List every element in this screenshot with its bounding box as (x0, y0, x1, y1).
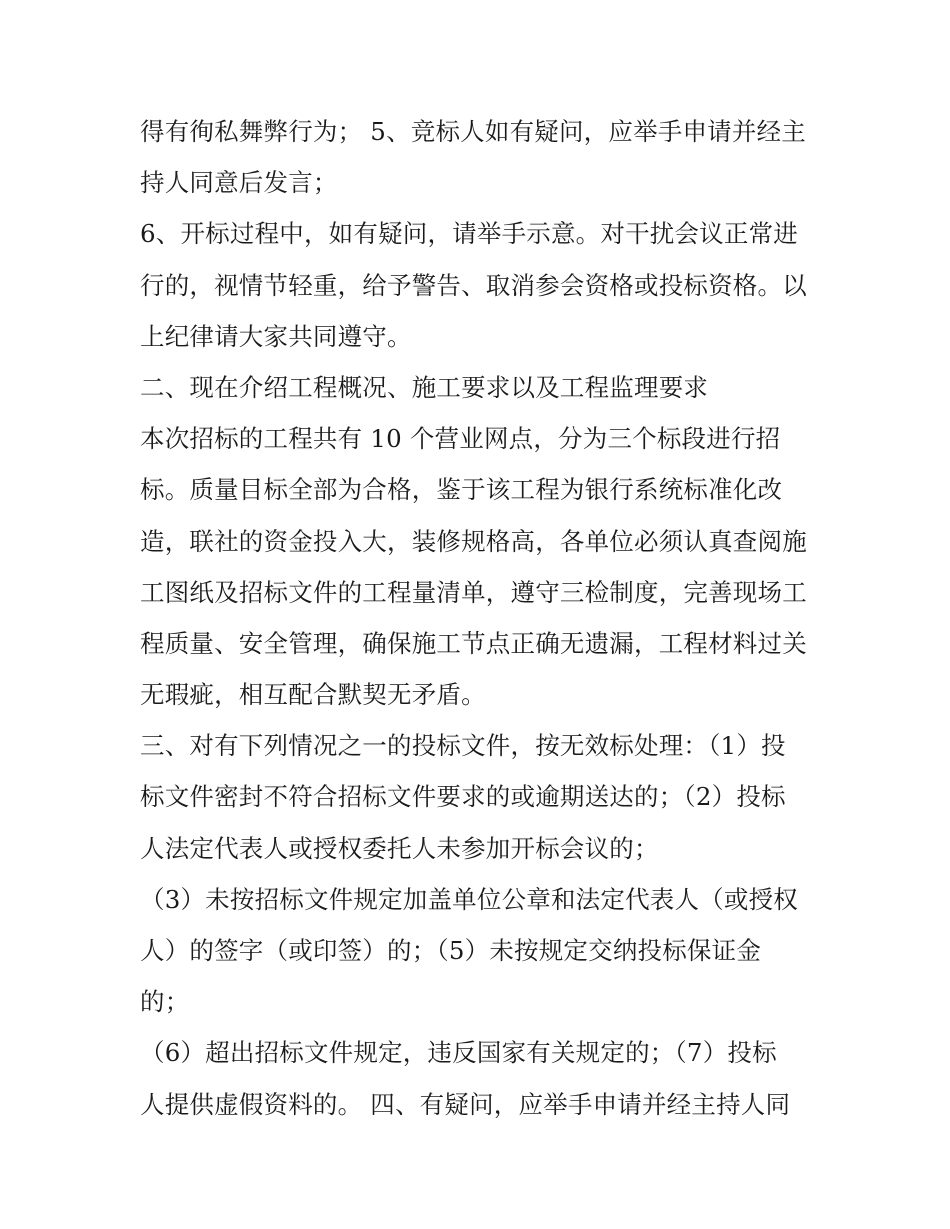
text-line: 标。质量目标全部为合格，鉴于该工程为银行系统标准化改 (140, 475, 783, 505)
text-line: 6、开标过程中，如有疑问，请举手示意。对干扰会议正常进 (140, 219, 798, 249)
text-line: 持人同意后发言； (140, 168, 338, 198)
text-line: 造，联社的资金投入大，装修规格高，各单位必须认真查阅施 (140, 526, 807, 556)
text-line: 程质量、安全管理，确保施工节点正确无遗漏，工程材料过关 (140, 628, 807, 658)
section-heading: 二、现在介绍工程概况、施工要求以及工程监理要求 (140, 372, 709, 402)
document-body (140, 111, 830, 1135)
text-line: （3）未按招标文件规定加盖单位公章和法定代表人（或授权 (140, 884, 798, 914)
text-line: 行的，视情节轻重，给予警告、取消参会资格或投标资格。以 (140, 270, 807, 300)
text-line: （6）超出招标文件规定，违反国家有关规定的；（7）投标 (140, 1038, 777, 1068)
text-line: 上纪律请大家共同遵守。 (140, 321, 412, 351)
text-line: 人提供虚假资料的。 四、有疑问，应举手申请并经主持人同 (140, 1089, 791, 1119)
text-line: 标文件密封不符合招标文件要求的或逾期送达的；（2）投标 (140, 782, 786, 812)
text-line: 工图纸及招标文件的工程量清单，遵守三检制度，完善现场工 (140, 577, 807, 607)
text-line: 人）的签字（或印签）的；（5）未按规定交纳投标保证金 (140, 936, 762, 965)
text-line: 的； (140, 987, 190, 1017)
text-line: 人法定代表人或授权委托人未参加开标会议的； (140, 833, 659, 863)
text-line: 得有徇私舞弊行为； 5、竞标人如有疑问，应举手申请并经主 (140, 117, 806, 146)
text-line: 无瑕疵，相互配合默契无矛盾。 (140, 680, 486, 710)
text-line: 本次招标的工程共有 10 个营业网点，分为三个标段进行招 (140, 424, 781, 454)
section-heading: 三、对有下列情况之一的投标文件，按无效标处理：（1）投 (140, 731, 786, 761)
